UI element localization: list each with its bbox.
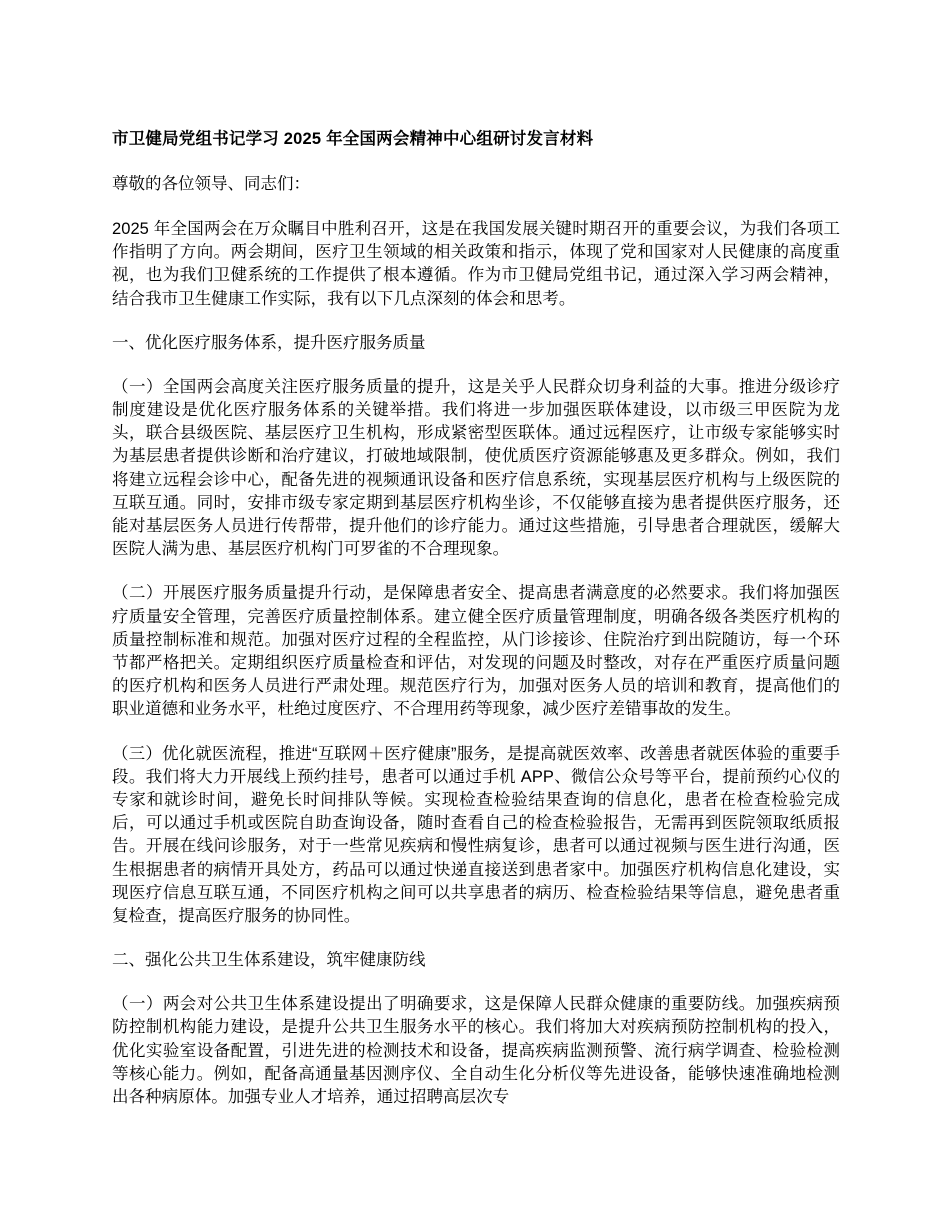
section-one-item-one: （一）全国两会高度关注医疗服务质量的提升，这是关乎人民群众切身利益的大事。推进分级诊疗制度建设是优化医疗服务体系的关键举措。我们将进一步加强医联体建设，以市级三甲医院为龙头，联合县级医院、基层医疗卫生机构，形成紧密型医联体。通过远程医疗，让市级专家能够实时为基层患者提供诊断和治疗建议，打破地域限制，使优质医疗资源能够惠及更多群众。例如，我们将建立远程会诊中心，配备先进的视频通讯设备和医疗信息系统，实现基层医疗机构与上级医院的互联互通。同时，安排市级专家定期到基层医疗机构坐诊，不仅能够直接为患者提供医疗服务，还能对基层医务人员进行传帮带，提升他们的诊疗能力。通过这些措施，引导患者合理就医，缓解大医院人满为患、基层医疗机构门可罗雀的不合理现象。: [112, 377, 840, 559]
salutation: 尊敬的各位领导、同志们：: [112, 175, 310, 193]
section-heading-one: 一、优化医疗服务体系，提升医疗服务质量: [112, 333, 426, 352]
section-two-item-one: （一）两会对公共卫生体系建设提出了明确要求，这是保障人民群众健康的重要防线。加强疾病预防控制机构能力建设，是提升公共卫生服务水平的核心。我们将加大对疾病预防控制机构的投入，优化实验室设备配置，引进先进的检测技术和设备，提高疾病监测预警、流行病学调查、检验检测等核心能力。例如，配备高通量基因测序仪、全自动生化分析仪等先进设备，能够快速准确地检测出各种病原体。加强专业人才培养，通过招聘高层次专: [112, 995, 840, 1107]
intro-paragraph: 2025 年全国两会在万众瞩目中胜利召开，这是在我国发展关键时期召开的重要会议，为我们各项工作指明了方向。两会期间，医疗卫生领域的相关政策和指示，体现了党和国家对人民健康的高度重视，也为我们卫健系统的工作提供了根本遵循。作为市卫健局党组书记，通过深入学习两会精神，结合我市卫生健康工作实际，我有以下几点深刻的体会和思考。: [112, 220, 840, 308]
section-one-item-three: （三）优化就医流程，推进“互联网＋医疗健康”服务，是提高就医效率、改善患者就医体验的重要手段。我们将大力开展线上预约挂号，患者可以通过手机 APP、微信公众号等平台，提前预约心仪的专家和就诊时间，避免长时间排队等候。实现检查检验结果查询的信息化，患者在检查检验完成后，可以通过手机或医院自助查询设备，随时查看自己的检查检验报告，无需再到医院领取纸质报告。开展在线问诊服务，对于一些常见疾病和慢性病复诊，患者可以通过视频与医生进行沟通，医生根据患者的病情开具处方，药品可以通过快递直接送到患者家中。加强医疗机构信息化建设，实现医疗信息互联互通，不同医疗机构之间可以共享患者的病历、检查检验结果等信息，避免患者重复检查，提高医疗服务的协同性。: [112, 744, 840, 926]
page-title: 市卫健局党组书记学习 2025 年全国两会精神中心组研讨发言材料: [112, 130, 594, 148]
section-one-item-two: （二）开展医疗服务质量提升行动，是保障患者安全、提高患者满意度的必然要求。我们将加强医疗质量安全管理，完善医疗质量控制体系。建立健全医疗质量管理制度，明确各级各类医疗机构的质量控制标准和规范。加强对医疗过程的全程监控，从门诊接诊、住院治疗到出院随访，每一个环节都严格把关。定期组织医疗质量检查和评估，对发现的问题及时整改，对存在严重医疗质量问题的医疗机构和医务人员进行严肃处理。规范医疗行为，加强对医务人员的培训和教育，提高他们的职业道德和业务水平，杜绝过度医疗、不合理用药等现象，减少医疗差错事故的发生。: [112, 584, 840, 719]
section-heading-two: 二、强化公共卫生体系建设，筑牢健康防线: [112, 951, 426, 970]
